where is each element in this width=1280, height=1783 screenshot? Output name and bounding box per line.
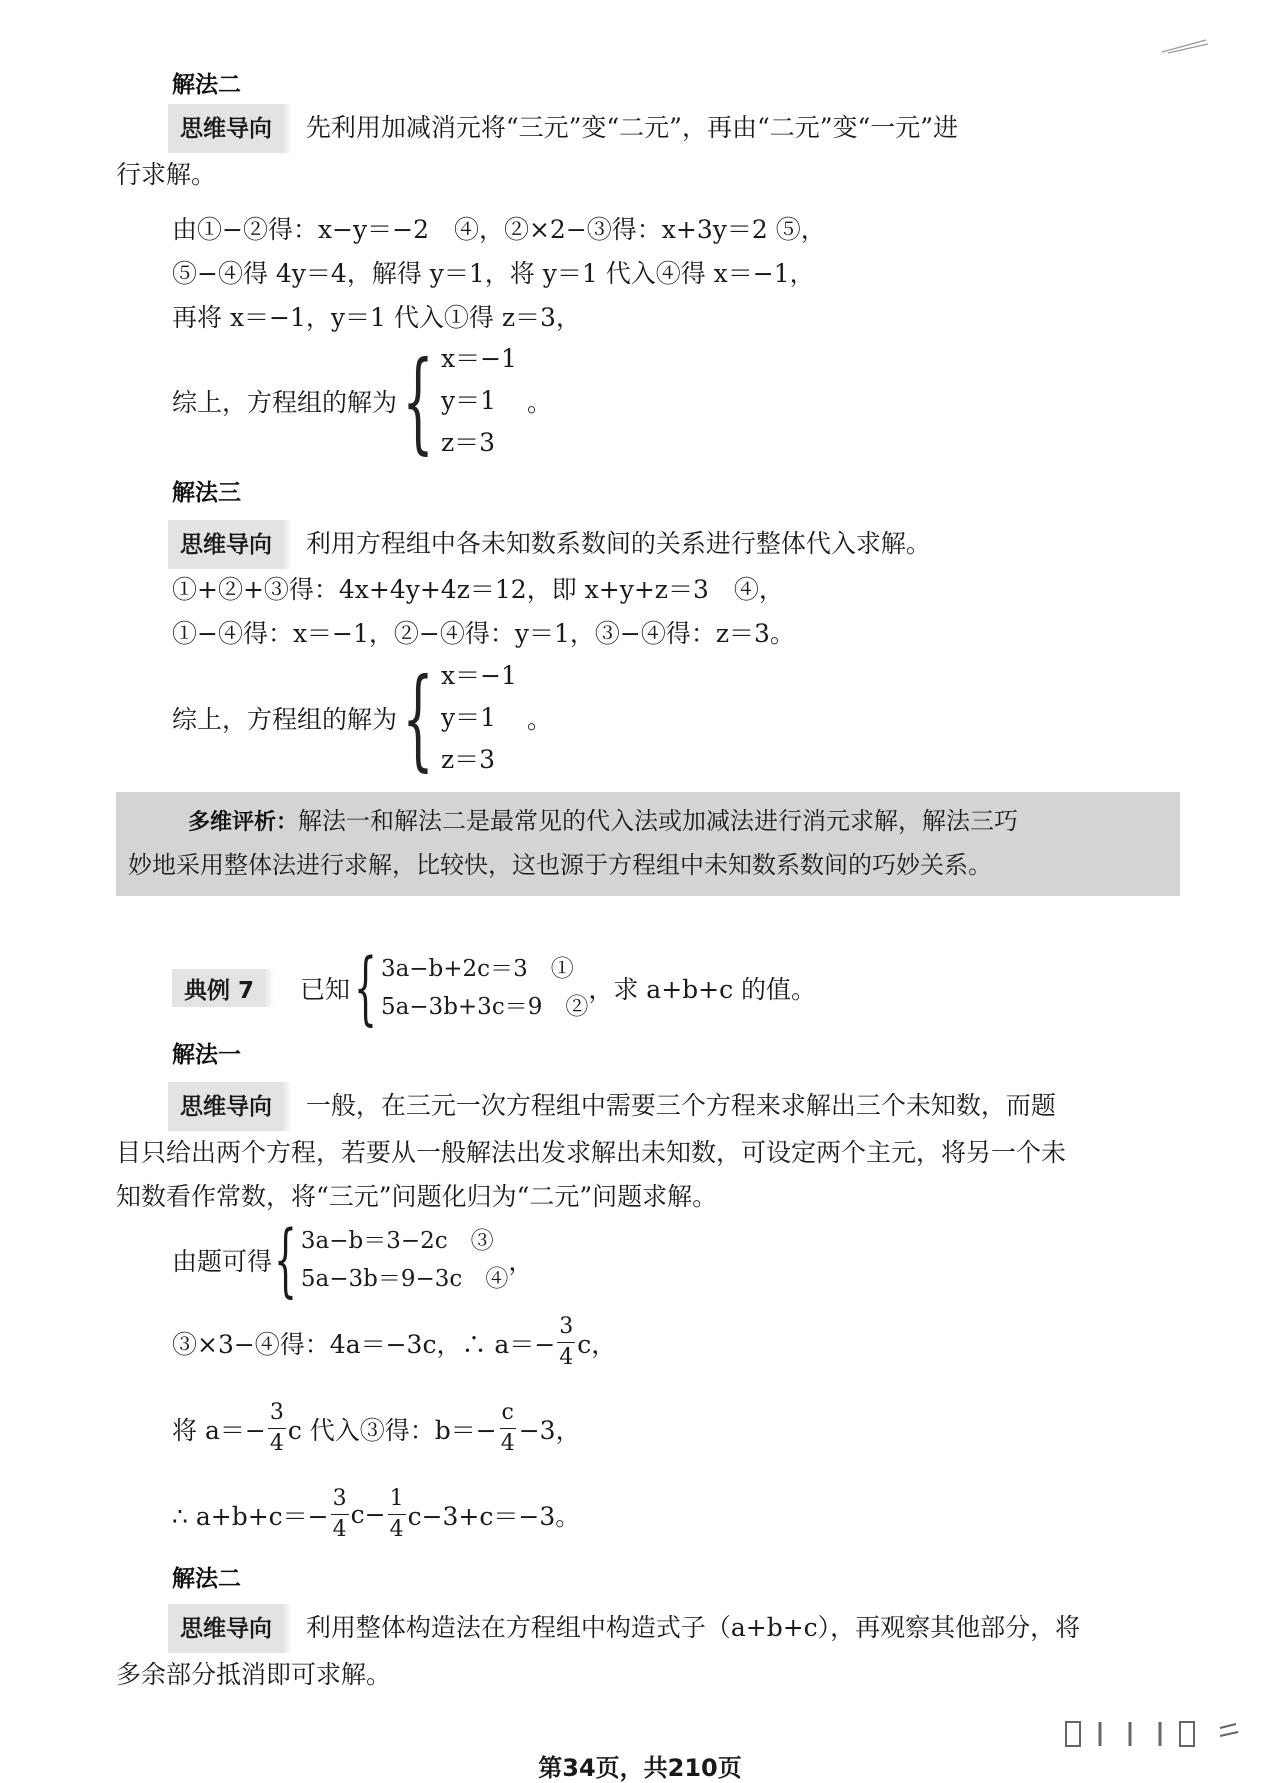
corner-scribble-icon — [1160, 36, 1210, 56]
solution-row: z＝3 — [441, 428, 496, 457]
method-one-guide — [116, 1082, 1184, 1219]
step-line — [172, 1312, 616, 1373]
guide-text: 利用方程组中各未知数系数间的关系进行整体代入求解。 — [305, 529, 931, 558]
fraction — [388, 1484, 406, 1545]
review-box — [116, 792, 1180, 896]
numerator: c — [500, 1398, 516, 1429]
guide-text-line-1: 利用整体构造法在方程组中构造式子（a+b+c），再观察其他部分，将 — [305, 1613, 1081, 1642]
denominator: 4 — [500, 1431, 515, 1456]
review-label: 多维评析： — [188, 810, 299, 835]
brace-icon: { — [354, 941, 377, 1034]
solution-end: 。 — [526, 388, 552, 417]
numerator: 1 — [388, 1484, 406, 1515]
system-equation: 3a−b＝3−2c ③ — [300, 1228, 494, 1254]
step-line: ①+②+③得：4x+4y+4z＝12，即 x+y+z＝3 ④， — [172, 575, 784, 604]
fraction — [557, 1312, 575, 1373]
solution-row: y＝1 — [441, 386, 497, 415]
brace-icon: { — [402, 653, 434, 782]
solution-row: x＝−1 — [441, 661, 517, 690]
solution-label: 综上，方程组的解为 — [172, 388, 398, 417]
system-end: ， — [508, 1247, 534, 1276]
solution-row: x＝−1 — [441, 344, 517, 373]
step-text: ③×3−④得：4a＝−3c，∴ a＝− — [172, 1329, 556, 1359]
step-text: c−3+c＝−3。 — [407, 1501, 581, 1531]
system-equation: 3a−b+2c＝3 ① — [380, 956, 574, 982]
method-two-guide — [116, 1604, 1184, 1697]
numerator: 3 — [557, 1312, 575, 1343]
fraction — [331, 1484, 349, 1545]
step-text: c 代入③得：b＝− — [287, 1415, 497, 1445]
method-two-heading: 解法二 — [172, 72, 241, 98]
guide-text-line-1: 先利用加减消元将“三元”变“二元”，再由“二元”变“一元”进 — [305, 113, 959, 142]
brace-icon: { — [402, 336, 434, 465]
page-edge-marks-icon — [1060, 1718, 1260, 1752]
step-line: 再将 x＝−1，y＝1 代入①得 z＝3， — [172, 303, 581, 332]
example-suffix: ，求 a+b+c 的值。 — [588, 975, 817, 1004]
denominator: 4 — [269, 1431, 284, 1456]
guide-tag: 思维导向 — [168, 1082, 282, 1131]
fraction — [268, 1398, 286, 1459]
solution-row: z＝3 — [441, 745, 496, 774]
method-three-guide — [116, 520, 1184, 569]
guide-text-line-2: 目只给出两个方程，若要从一般解法出发求解出未知数，可设定两个主元，将另一个未 — [116, 1138, 1067, 1167]
solution-system — [172, 338, 552, 464]
derived-system — [172, 1213, 534, 1306]
method-two-guide — [116, 104, 1184, 197]
method-one-heading: 解法一 — [172, 1042, 241, 1068]
system-equation: 5a−3b+3c＝9 ② — [380, 994, 589, 1020]
system-label: 由题可得 — [172, 1247, 273, 1276]
guide-tag: 思维导向 — [168, 104, 282, 153]
numerator: 3 — [268, 1398, 286, 1429]
step-text: 将 a＝− — [172, 1415, 266, 1445]
step-text: ∴ a+b+c＝− — [172, 1501, 329, 1531]
guide-text-line-1: 一般，在三元一次方程组中需要三个方程来求解出三个未知数，而题 — [305, 1091, 1056, 1120]
denominator: 4 — [559, 1345, 574, 1370]
guide-text-line-2: 行求解。 — [116, 160, 217, 189]
solution-system — [172, 655, 552, 781]
guide-tag: 思维导向 — [168, 1604, 282, 1653]
method-three-heading: 解法三 — [172, 480, 241, 506]
solution-row: y＝1 — [441, 703, 497, 732]
solution-label: 综上，方程组的解为 — [172, 705, 398, 734]
denominator: 4 — [332, 1517, 347, 1542]
guide-tag: 思维导向 — [168, 520, 282, 569]
example-prefix: 已知 — [300, 975, 351, 1004]
step-line: 由①−②得：x−y＝−2 ④，②×2−③得：x+3y＝2 ⑤， — [172, 215, 826, 244]
step-text: c− — [350, 1500, 386, 1529]
step-line — [172, 1484, 580, 1545]
review-text-line-1: 解法一和解法二是最常见的代入法或加减法进行消元求解，解法三巧 — [298, 807, 1019, 835]
brace-icon: { — [274, 1213, 297, 1306]
step-line — [172, 1398, 581, 1459]
review-text-line-2: 妙地采用整体法进行求解，比较快，这也源于方程组中未知数系数间的巧妙关系。 — [128, 851, 992, 879]
step-line: ⑤−④得 4y＝4，解得 y＝1，将 y＝1 代入④得 x＝−1， — [172, 259, 815, 288]
fraction — [499, 1398, 517, 1459]
example-7 — [172, 941, 817, 1034]
guide-text-line-2: 多余部分抵消即可求解。 — [116, 1660, 392, 1689]
denominator: 4 — [389, 1517, 404, 1542]
system-equation: 5a−3b＝9−3c ④ — [300, 1266, 509, 1292]
example-tag: 典例 7 — [172, 969, 264, 1007]
step-text: c， — [577, 1329, 617, 1359]
method-two-heading: 解法二 — [172, 1566, 241, 1592]
step-line: ①−④得：x＝−1，②−④得：y＝1，③−④得：z＝3。 — [172, 619, 795, 648]
step-text: −3， — [518, 1415, 581, 1445]
numerator: 3 — [331, 1484, 349, 1515]
solution-end: 。 — [526, 705, 552, 734]
guide-text-line-3: 知数看作常数，将“三元”问题化归为“二元”问题求解。 — [116, 1182, 718, 1211]
page-footer: 第34页，共210页 — [538, 1754, 742, 1782]
